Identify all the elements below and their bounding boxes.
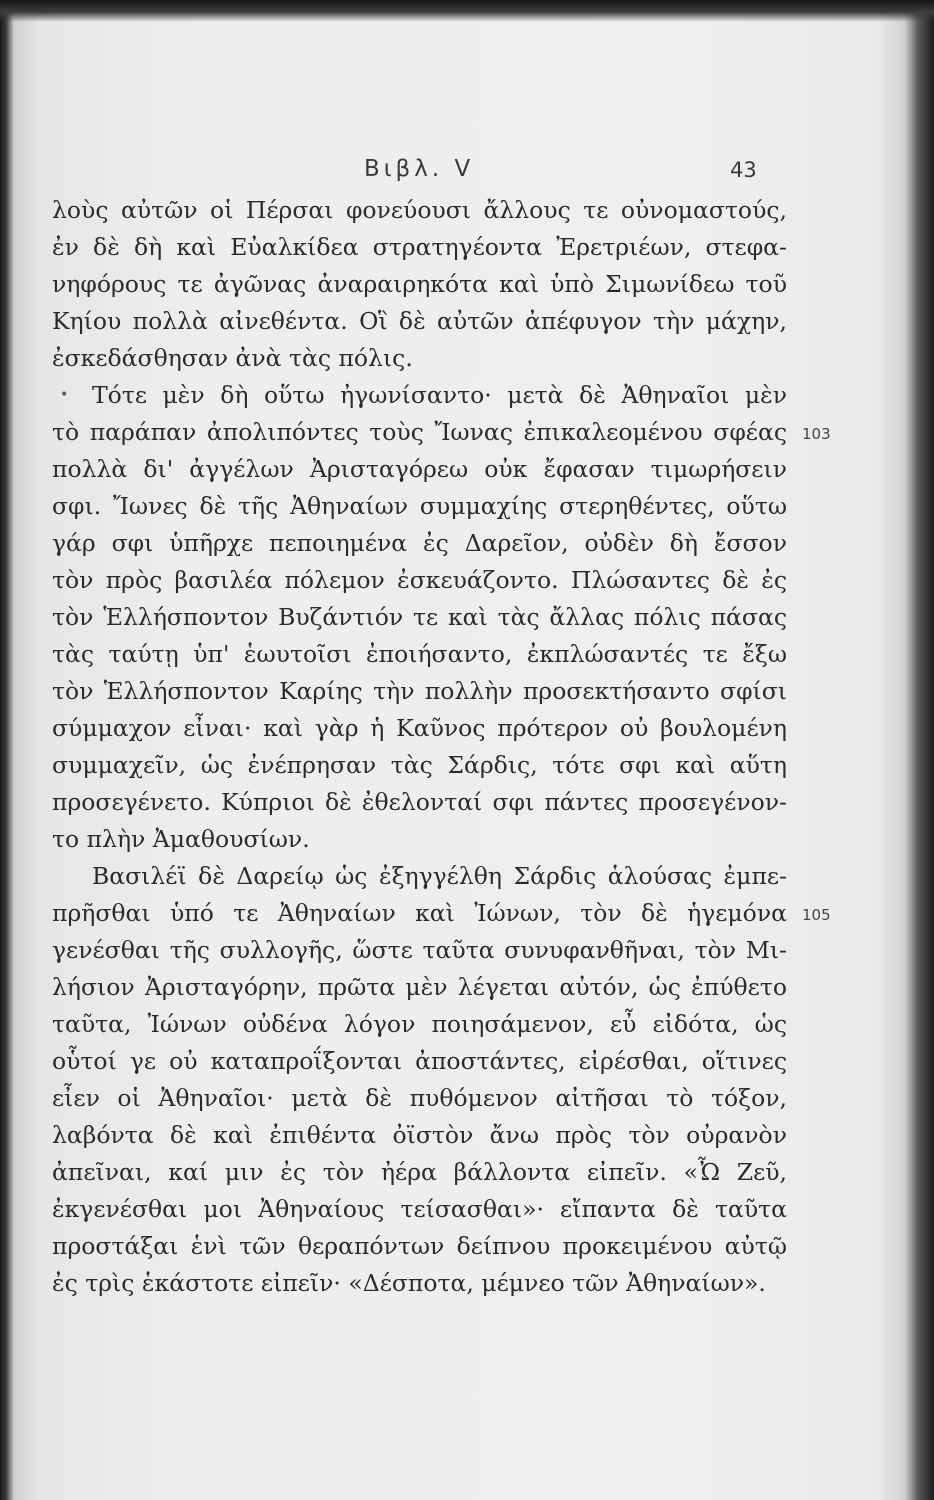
text-line — [52, 1043, 787, 1080]
text-line-content: λήσιον Ἀρισταγόρην, πρῶτα μὲν λέγεται αὐτόν, ὡς ἐπύθετο — [52, 973, 787, 1001]
text-line-content: προσεγένετο. Κύπριοι δὲ ἐθελονταί σφι πάντες προσεγένον- — [52, 788, 787, 816]
text-line — [52, 266, 787, 303]
text-line-content: Κηίου πολλὰ αἰνεθέντα. Οἳ δὲ αὐτῶν ἀπέφυγον τὴν μάχην, — [52, 307, 787, 335]
text-line-content: πρῆσθαι ὑπό τε Ἀθηναίων καὶ Ἰώνων, τὸν δὲ ἡγεμόνα — [52, 899, 787, 927]
text-line — [52, 821, 787, 858]
text-line — [52, 932, 787, 969]
page-number: 43 — [730, 158, 757, 182]
text-line — [52, 340, 787, 377]
text-line — [52, 229, 787, 266]
book-top-edge — [0, 0, 934, 22]
text-line — [52, 1117, 787, 1154]
text-line-content: τὸ παράπαν ἀπολιπόντες τοὺς Ἴωνας ἐπικαλεομένου σφέας — [52, 418, 787, 446]
text-line — [52, 1228, 787, 1265]
text-line — [52, 895, 831, 932]
text-line — [52, 451, 787, 488]
page-body — [52, 150, 852, 1302]
text-line-content: σύμμαχον εἶναι· καὶ γὰρ ἡ Καῦνος πρότερον οὐ βουλομένη — [52, 714, 787, 742]
text-line-content: τὸν Ἑλλήσποντον Βυζάντιόν τε καὶ τὰς ἄλλας πόλις πάσας — [52, 603, 787, 631]
text-line — [52, 636, 787, 673]
text-line-content: λοὺς αὐτῶν οἱ Πέρσαι φονεύουσι ἄλλους τε οὐνομαστούς, — [52, 196, 787, 224]
text-line — [52, 1080, 787, 1117]
text-line-content: συμμαχεῖν, ὡς ἐνέπρησαν τὰς Σάρδις, τότε σφι καὶ αὕτη — [52, 751, 787, 779]
text-line-content: Τότε μὲν δὴ οὕτω ἠγωνίσαντο· μετὰ δὲ Ἀθηναῖοι μὲν — [92, 381, 787, 409]
text-line-content: το πλὴν Ἀμαθουσίων. — [52, 825, 310, 853]
text-line-content: νηφόρους τε ἀγῶνας ἀναραιρηκότα καὶ ὑπὸ Σιμωνίδεω τοῦ — [52, 270, 787, 298]
text-line — [52, 599, 787, 636]
text-line — [52, 1191, 787, 1228]
text-line-content: γάρ σφι ὑπῆρχε πεποιημένα ἐς Δαρεῖον, οὐδὲν δὴ ἔσσον — [52, 529, 787, 557]
text-line-content: τὸν Ἑλλήσποντον Καρίης τὴν πολλὴν προσεκτήσαντο σφίσι — [52, 677, 787, 705]
text-line-content: ἐσκεδάσθησαν ἀνὰ τὰς πόλις. — [52, 344, 413, 372]
margin-section-number: 105 — [802, 906, 831, 924]
text-line-content: πολλὰ δι' ἀγγέλων Ἀρισταγόρεω οὐκ ἔφασαν τιμωρήσειν — [52, 455, 787, 483]
running-title: Βιβλ. V — [364, 156, 475, 182]
text-line-content: ταῦτα, Ἰώνων οὐδένα λόγον ποιησάμενον, εὖ εἰδότα, ὡς — [52, 1010, 787, 1038]
text-line-content: ἀπεῖναι, καί μιν ἐς τὸν ἠέρα βάλλοντα εἰπεῖν. «Ὦ Ζεῦ, — [52, 1158, 787, 1186]
text-line — [52, 673, 787, 710]
text-line-content: τὸν πρὸς βασιλέα πόλεμον ἐσκευάζοντο. Πλώσαντες δὲ ἐς — [52, 566, 787, 594]
text-line — [52, 192, 787, 229]
text-block — [52, 192, 852, 1302]
text-line-content: Βασιλέϊ δὲ Δαρείῳ ὡς ἐξηγγέλθη Σάρδις ἁλούσας ἐμπε- — [92, 862, 787, 890]
text-line — [52, 1006, 787, 1043]
text-line — [52, 525, 787, 562]
text-line-content: προστάξαι ἑνὶ τῶν θεραπόντων δείπνου προκειμένου αὐτῷ — [52, 1232, 787, 1260]
text-line-content: οὗτοί γε οὐ καταπροΐξονται ἀποστάντες, εἰρέσθαι, οἵτινες — [52, 1047, 787, 1075]
text-line — [52, 969, 787, 1006]
text-line-content: εἶεν οἱ Ἀθηναῖοι· μετὰ δὲ πυθόμενον αἰτῆσαι τὸ τόξον, — [52, 1084, 787, 1112]
text-line — [52, 1265, 787, 1302]
text-line — [52, 488, 787, 525]
text-line-content: ἐν δὲ δὴ καὶ Εὐαλκίδεα στρατηγέοντα Ἐρετριέων, στεφα- — [52, 233, 787, 261]
text-line-content: γενέσθαι τῆς συλλογῆς, ὥστε ταῦτα συνυφανθῆναι, τὸν Μι- — [52, 936, 787, 964]
text-line — [52, 562, 787, 599]
text-line — [52, 377, 787, 414]
text-line-content: ἐκγενέσθαι μοι Ἀθηναίους τείσασθαι»· εἴπαντα δὲ ταῦτα — [52, 1195, 787, 1223]
text-line — [52, 303, 787, 340]
text-line — [52, 858, 787, 895]
text-line — [52, 414, 831, 451]
text-line-content: τὰς ταύτῃ ὑπ' ἑωυτοῖσι ἐποιήσαντο, ἐκπλώσαντές τε ἔξω — [52, 640, 787, 668]
margin-mark: • — [60, 387, 69, 403]
text-line-content: λαβόντα δὲ καὶ ἐπιθέντα ὀϊστὸν ἄνω πρὸς τὸν οὐρανὸν — [52, 1121, 787, 1149]
text-line — [52, 710, 787, 747]
text-line — [52, 784, 787, 821]
text-line-content: ἐς τρὶς ἑκάστοτε εἰπεῖν· «Δέσποτα, μέμνεο τῶν Ἀθηναίων». — [52, 1269, 766, 1297]
text-line — [52, 747, 787, 784]
text-line-content: σφι. Ἴωνες δὲ τῆς Ἀθηναίων συμμαχίης στερηθέντες, οὕτω — [52, 492, 787, 520]
margin-section-number: 103 — [802, 425, 831, 443]
text-line — [52, 1154, 787, 1191]
running-head — [52, 150, 852, 190]
